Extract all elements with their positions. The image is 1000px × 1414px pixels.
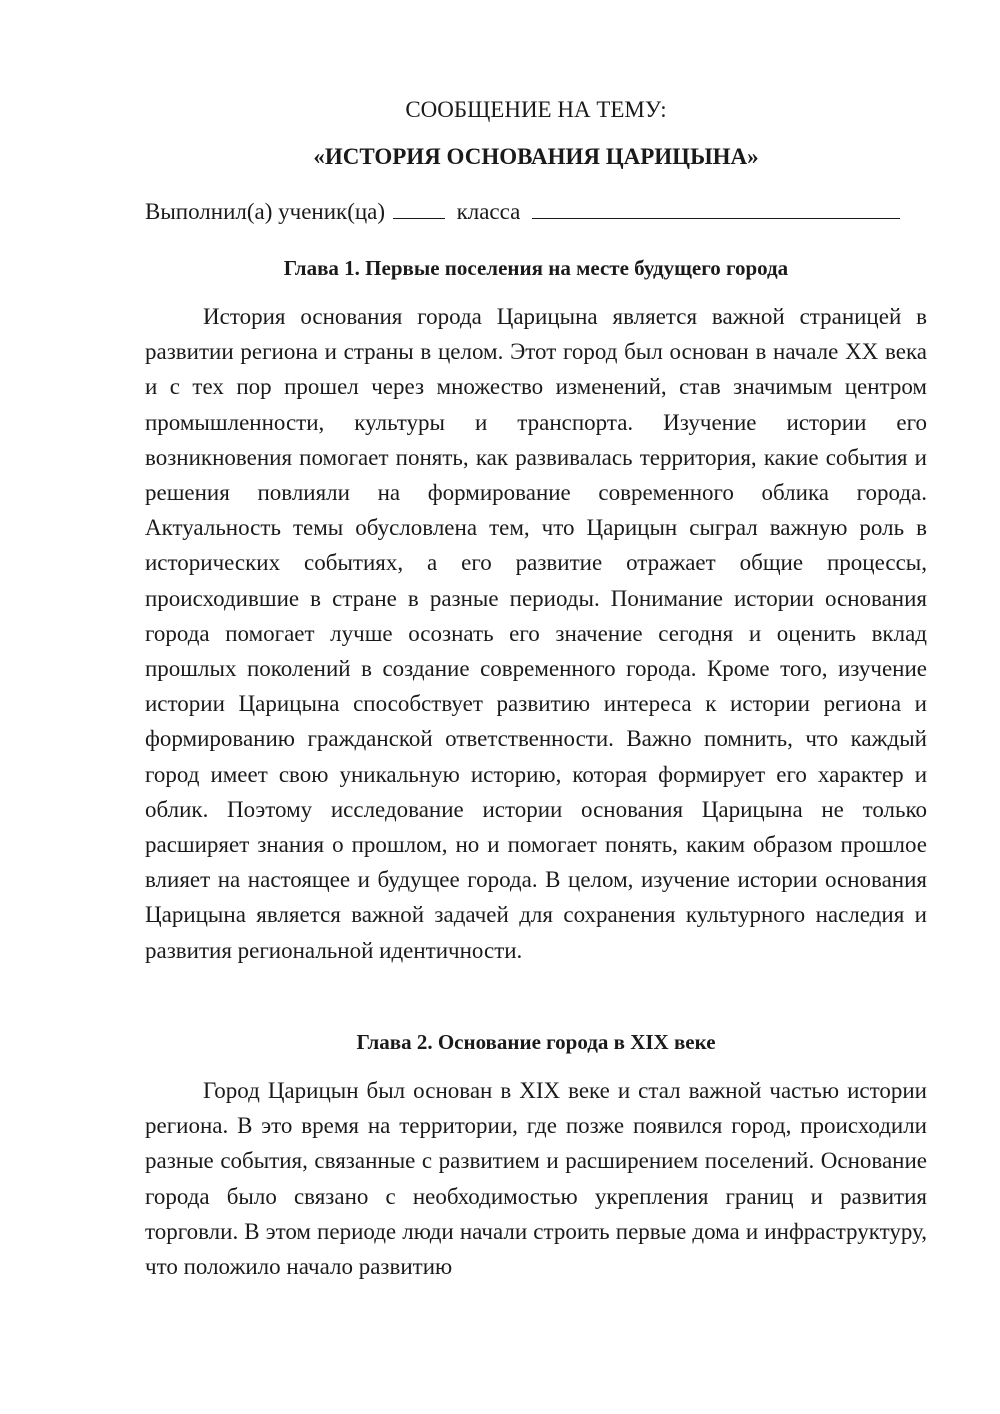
- document-title-line1: СООБЩЕНИЕ НА ТЕМУ:: [405, 97, 667, 122]
- author-line: [145, 196, 927, 228]
- class-number-blank: [393, 196, 445, 219]
- document-title-line2: «ИСТОРИЯ ОСНОВАНИЯ ЦАРИЦЫНА»: [313, 144, 759, 169]
- chapter-1-heading: Глава 1. Первые поселения на месте будущего города: [283, 256, 789, 280]
- chapter-1-paragraph: История основания города Царицына является важной страницей в развитии региона и страны в целом. Этот город был основан в начале XX века и с тех пор прошел через множество изменений, став значимым центром промышленности, культуры и транспорта. Изучение истории его возникновения помогает понять, как развивалась территория, какие события и решения повлияли на формирование современного облика города. Актуальность темы обусловлена тем, что Царицын сыграл важную роль в исторических событиях, а его развитие отражает общие процессы, происходившие в стране в разные периоды. Понимание истории основания города помогает лучше осознать его значение сегодня и оценить вклад прошлых поколений в создание современного города. Кроме того, изучение истории Царицына способствует развитию интереса к истории региона и формированию гражданской ответственности. Важно помнить, что каждый город имеет свою уникальную историю, которая формирует его характер и облик. Поэтому исследование истории основания Царицына не только расширяет знания о прошлом, но и помогает понять, каким образом прошлое влияет на настоящее и будущее города. В целом, изучение истории основания Царицына является важной задачей для сохранения культурного наследия и развития региональной идентичности.: [145, 304, 927, 963]
- author-prefix: Выполнил(а) ученик(ца): [145, 199, 386, 224]
- chapter-2-heading: Глава 2. Основание города в XIX веке: [356, 1030, 716, 1054]
- chapter-2-paragraph: Город Царицын был основан в XIX веке и стал важной частью истории региона. В это время на территории, где позже появился город, происходили разные события, связанные с развитием и расширением поселений. Основание города было связано с необходимостью укрепления границ и развития торговли. В этом периоде люди начали строить первые дома и инфраструктуру, что положило начало развитию: [145, 1078, 927, 1280]
- author-middle: класса: [456, 199, 521, 224]
- student-name-blank: [532, 196, 900, 219]
